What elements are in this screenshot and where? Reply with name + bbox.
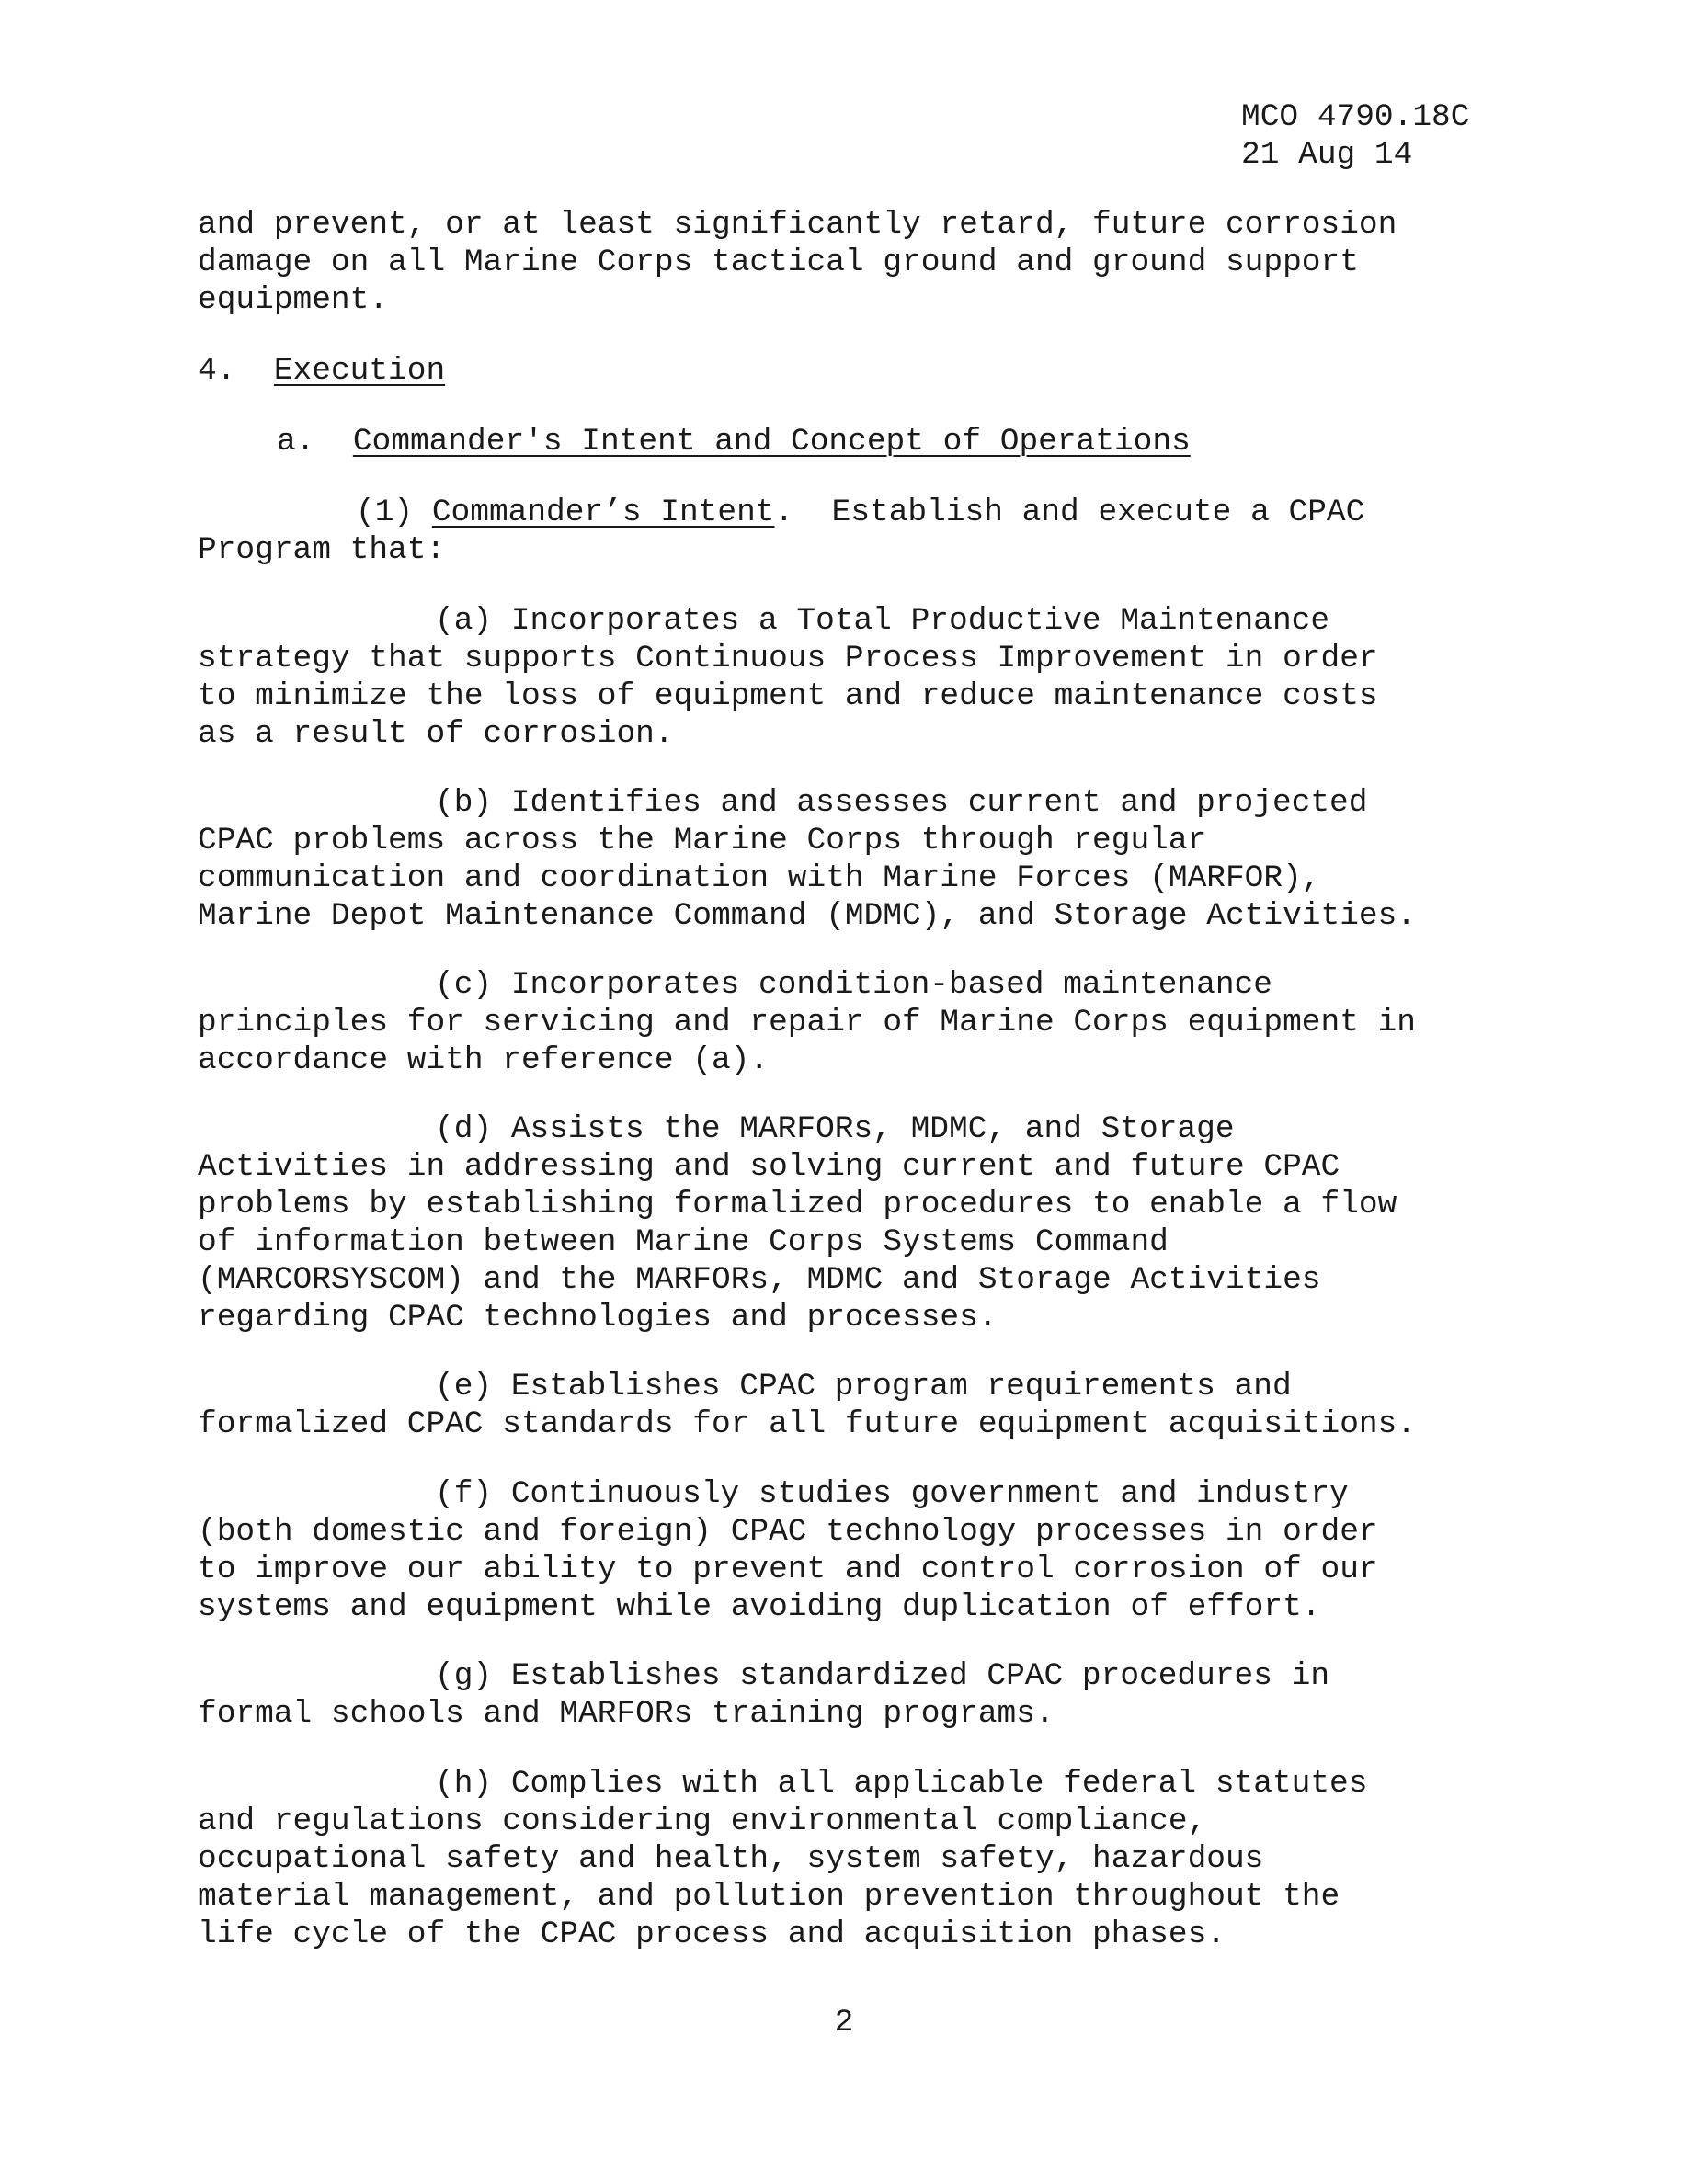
intro-line: and prevent, or at least significantly retard, future corrosion <box>198 207 1397 243</box>
section-title: Execution <box>273 353 446 389</box>
list-item-line: Activities in addressing and solving current and future CPAC <box>198 1149 1340 1185</box>
document-date: 21 Aug 14 <box>1241 137 1413 173</box>
intro-line: damage on all Marine Corps tactical ground and ground support <box>198 245 1359 280</box>
list-item-line: systems and equipment while avoiding duplication of effort. <box>198 1589 1321 1625</box>
list-item-line: strategy that supports Continuous Process Improvement in order <box>198 641 1378 677</box>
list-item-line: life cycle of the CPAC process and acquisition phases. <box>198 1917 1226 1952</box>
section-number: 4. <box>198 353 274 389</box>
subsection-heading <box>277 423 1191 461</box>
list-item-line: CPAC problems across the Marine Corps through regular <box>198 823 1207 859</box>
intro-line: equipment. <box>198 282 389 318</box>
list-item-line: communication and coordination with Marine Forces (MARFOR), <box>198 860 1321 896</box>
list-item-line: (e) Establishes CPAC program requirements and <box>435 1369 1292 1405</box>
list-item-line: (h) Complies with all applicable federal statutes <box>435 1766 1368 1802</box>
list-item-line: principles for servicing and repair of Marine Corps equipment in <box>198 1005 1417 1041</box>
paragraph-text: Program that: <box>198 532 446 568</box>
list-item-line: formal schools and MARFORs training programs. <box>198 1696 1055 1732</box>
document-number: MCO 4790.18C <box>1241 99 1470 135</box>
subsection-title: Commander's Intent and Concept of Operations <box>352 424 1191 460</box>
list-item-line: to minimize the loss of equipment and reduce maintenance costs <box>198 678 1378 714</box>
list-item-line: (c) Incorporates condition-based maintenance <box>435 967 1272 1003</box>
list-item-line: (f) Continuously studies government and industry <box>435 1476 1349 1512</box>
list-item-line: (a) Incorporates a Total Productive Maintenance <box>435 603 1330 639</box>
list-item-line: (d) Assists the MARFORs, MDMC, and Storage <box>435 1111 1235 1147</box>
paragraph-heading <box>356 494 1364 531</box>
list-item-line: problems by establishing formalized procedures to enable a flow <box>198 1187 1397 1223</box>
list-item-line: occupational safety and health, system safety, hazardous <box>198 1841 1264 1877</box>
paragraph-title: Commander’s Intent <box>431 495 775 530</box>
paragraph-number: (1) <box>356 495 432 530</box>
list-item-line: formalized CPAC standards for all future equipment acquisitions. <box>198 1406 1417 1442</box>
paragraph-text: . Establish and execute a CPAC <box>774 495 1365 530</box>
subsection-number: a. <box>277 424 353 460</box>
list-item-line: regarding CPAC technologies and processes. <box>198 1300 998 1336</box>
list-item-line: of information between Marine Corps Systems Command <box>198 1224 1169 1260</box>
list-item-line: Marine Depot Maintenance Command (MDMC), and Storage Activities. <box>198 898 1417 934</box>
list-item-line: (g) Establishes standardized CPAC procedures in <box>435 1658 1330 1694</box>
list-item-line: (b) Identifies and assesses current and projected <box>435 785 1368 821</box>
page-number: 2 <box>834 2005 854 2041</box>
list-item-line: accordance with reference (a). <box>198 1042 770 1078</box>
list-item-line: (both domestic and foreign) CPAC technology processes in order <box>198 1514 1378 1550</box>
list-item-line: as a result of corrosion. <box>198 716 674 752</box>
list-item-line: to improve our ability to prevent and control corrosion of our <box>198 1552 1378 1587</box>
list-item-line: (MARCORSYSCOM) and the MARFORs, MDMC and Storage Activities <box>198 1262 1321 1298</box>
list-item-line: and regulations considering environmental compliance, <box>198 1803 1207 1839</box>
list-item-line: material management, and pollution prevention throughout the <box>198 1879 1340 1915</box>
section-heading <box>198 352 445 390</box>
